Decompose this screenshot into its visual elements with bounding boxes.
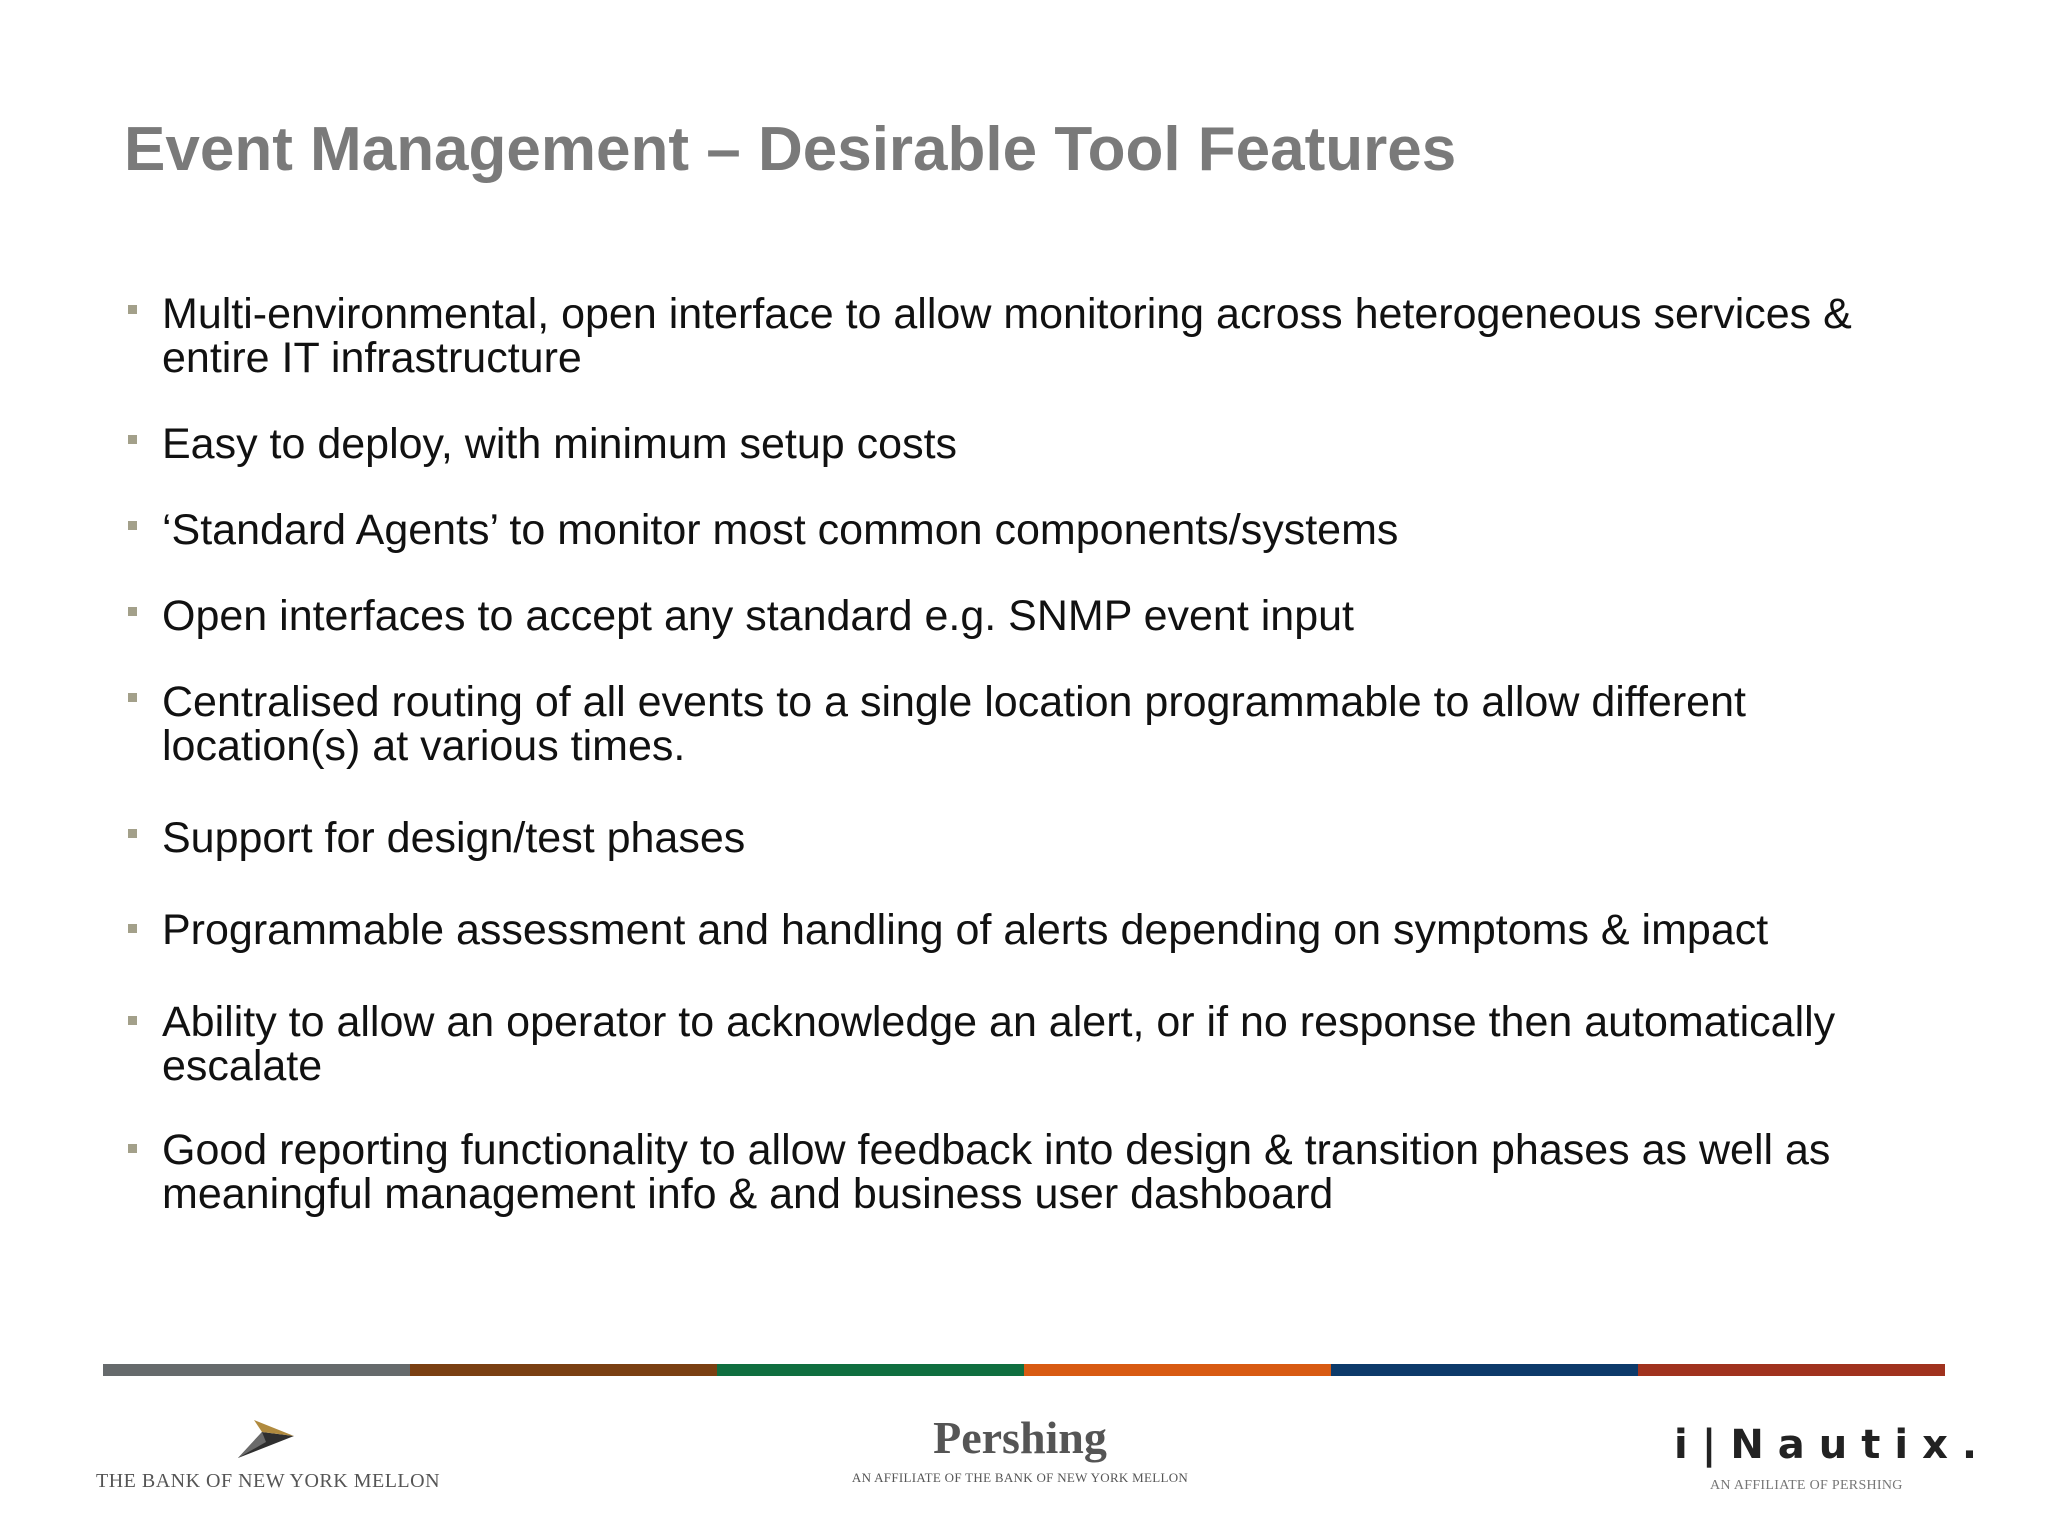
bullet-text: Ability to allow an operator to acknowledge an alert, or if no response then automatically escalate xyxy=(162,998,1836,1090)
bullet-item xyxy=(124,508,1954,552)
bullet-square-icon xyxy=(128,607,137,616)
inautix-tagline: AN AFFILIATE OF PERSHING xyxy=(1710,1478,1903,1493)
bullet-item xyxy=(124,422,1954,466)
bullet-item xyxy=(124,1000,1954,1088)
slide-title: Event Management – Desirable Tool Features xyxy=(124,115,1457,184)
bullet-text: Open interfaces to accept any standard e.g. SNMP event input xyxy=(162,592,1354,640)
bullet-text: ‘Standard Agents’ to monitor most common components/systems xyxy=(162,506,1399,554)
bullet-square-icon xyxy=(128,1144,137,1153)
bullet-item xyxy=(124,680,1954,768)
color-bar-segment xyxy=(103,1364,410,1376)
bullet-text: Centralised routing of all events to a single location programmable to allow different location(s) at various times. xyxy=(162,678,1746,770)
bullet-item xyxy=(124,908,1954,952)
bny-arrow-icon xyxy=(236,1418,296,1462)
footer-color-bar xyxy=(103,1364,1945,1376)
bullet-item xyxy=(124,1128,1954,1216)
bny-mellon-logo xyxy=(96,1418,441,1498)
bullet-square-icon xyxy=(128,1016,137,1025)
bullet-text: Good reporting functionality to allow feedback into design & transition phases as well as meaningful management info & and business user dashboard xyxy=(162,1126,1831,1218)
bullet-text: Multi-environmental, open interface to allow monitoring across heterogeneous services & entire IT infrastructure xyxy=(162,290,1852,382)
bullet-item xyxy=(124,292,1954,380)
bullet-square-icon xyxy=(128,924,137,933)
pershing-logo xyxy=(850,1412,1190,1502)
color-bar-segment xyxy=(1024,1364,1331,1376)
color-bar-segment xyxy=(1331,1364,1638,1376)
color-bar-segment xyxy=(717,1364,1024,1376)
bullet-text: Easy to deploy, with minimum setup costs xyxy=(162,420,958,468)
bny-mellon-wordmark: THE BANK OF NEW YORK MELLON xyxy=(96,1470,441,1492)
bullet-list xyxy=(124,292,1954,1216)
bullet-item xyxy=(124,816,1954,860)
inautix-wordmark: i|Nautix. xyxy=(1674,1422,1992,1468)
bullet-square-icon xyxy=(128,521,137,530)
pershing-tagline: AN AFFILIATE OF THE BANK OF NEW YORK MELLON xyxy=(851,1470,1189,1485)
bullet-square-icon xyxy=(128,693,137,702)
bullet-item xyxy=(124,594,1954,638)
inautix-logo xyxy=(1670,1422,1992,1502)
bullet-square-icon xyxy=(128,305,137,314)
color-bar-segment xyxy=(1638,1364,1945,1376)
color-bar-segment xyxy=(410,1364,717,1376)
bullet-text: Programmable assessment and handling of alerts depending on symptoms & impact xyxy=(162,906,1769,954)
bullet-square-icon xyxy=(128,829,137,838)
pershing-wordmark: Pershing xyxy=(933,1412,1107,1463)
bullet-text: Support for design/test phases xyxy=(162,814,746,862)
bullet-square-icon xyxy=(128,435,137,444)
